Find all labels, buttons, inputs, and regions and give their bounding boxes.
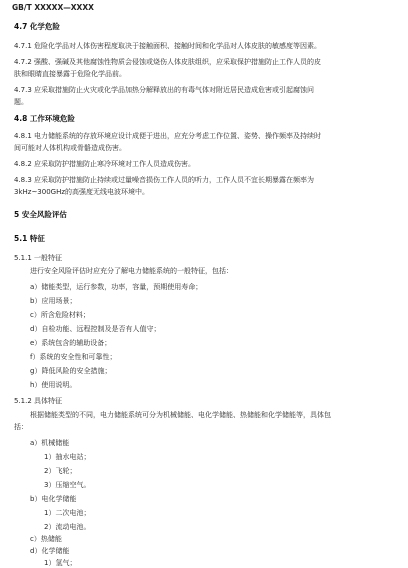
section-4-7-heading: 4.7 化学危险 [14,22,60,31]
section-4-8-heading: 4.8 工作环境危险 [14,114,75,123]
section-5-heading: 5 安全风险评估 [14,210,67,219]
clause-4-8-1-line2: 间可能对人体机构或骨骼造成伤害。 [14,144,126,152]
clause-4-7-1: 4.7.1 危险化学品对人体伤害程度取决于接触面积、接触时间和化学品对人体皮肤的敏感度等因素。 [14,42,322,50]
list-item: c）热储能 [30,535,62,543]
list-item: 1）抽水电站； [44,453,91,461]
list-item: 1）二次电池； [44,509,91,517]
list-item: d）自检功能、远程控制及是否有人值守； [30,325,161,333]
list-item: f）系统的安全性和可靠性； [30,353,117,361]
clause-4-8-1-line1: 4.8.1 电力储能系统的存放环境应设计成便于进出，应充分考虑工作位置、姿势、操作频率及持续时 [14,132,322,140]
clause-4-8-3-line1: 4.8.3 应采取防护措施防止持续或过量噪音损伤工作人员的听力，工作人员不宜长期暴露在频率为 [14,176,315,184]
clause-4-7-3-line2: 题。 [14,98,28,106]
list-item: b）应用场景； [30,297,77,305]
list-item: d）化学储能 [30,547,70,555]
list-item: 2）流动电池。 [44,523,91,531]
clause-4-8-3-line2: 3kHz~300GHz的高强度无线电波环境中。 [14,188,150,196]
list-item: c）所含危险材料； [30,311,90,319]
clause-5-1-2-intro-line2: 括： [14,423,28,431]
list-item: 2）飞轮； [44,467,77,475]
list-item: e）系统包含的辅助设备； [30,339,112,347]
section-5-1-heading: 5.1 特征 [14,234,45,243]
list-item: a）机械储能 [30,439,70,447]
list-item: b）电化学储能 [30,495,77,503]
clause-4-7-3-line1: 4.7.3 应采取措施防止火灾或化学品加热分解释放出的有毒气体对附近居民造成危害或引起腐蚀问 [14,86,315,94]
clause-5-1-1-heading: 5.1.1 一般特征 [14,254,63,262]
clause-4-8-2: 4.8.2 应采取防护措施防止寒冷环境对工作人员造成伤害。 [14,160,196,168]
clause-5-1-2-intro-line1: 根据储能类型的不同，电力储能系统可分为机械储能、电化学储能、热储能和化学储能等，具体包 [30,411,331,419]
clause-5-1-2-heading: 5.1.2 具体特征 [14,397,63,405]
list-item: 1）氢气； [44,559,77,567]
clause-4-7-2-line1: 4.7.2 强酸、强碱及其他腐蚀性物质会侵蚀或烧伤人体皮肤组织，应采取保护措施防止工作人员的皮 [14,58,322,66]
clause-4-7-2-line2: 肤和眼睛直接暴露于危险化学品前。 [14,70,126,78]
document-code: GB/T XXXXX—XXXX [12,3,94,12]
list-item: a）储能类型，运行参数，功率，容量，预期使用寿命； [30,283,203,291]
list-item: h）使用说明。 [30,381,77,389]
clause-5-1-1-intro: 进行安全风险评估时应充分了解电力储能系统的一般特征，包括： [30,267,233,275]
list-item: 3）压缩空气。 [44,481,91,489]
list-item: g）降低风险的安全措施； [30,367,112,375]
